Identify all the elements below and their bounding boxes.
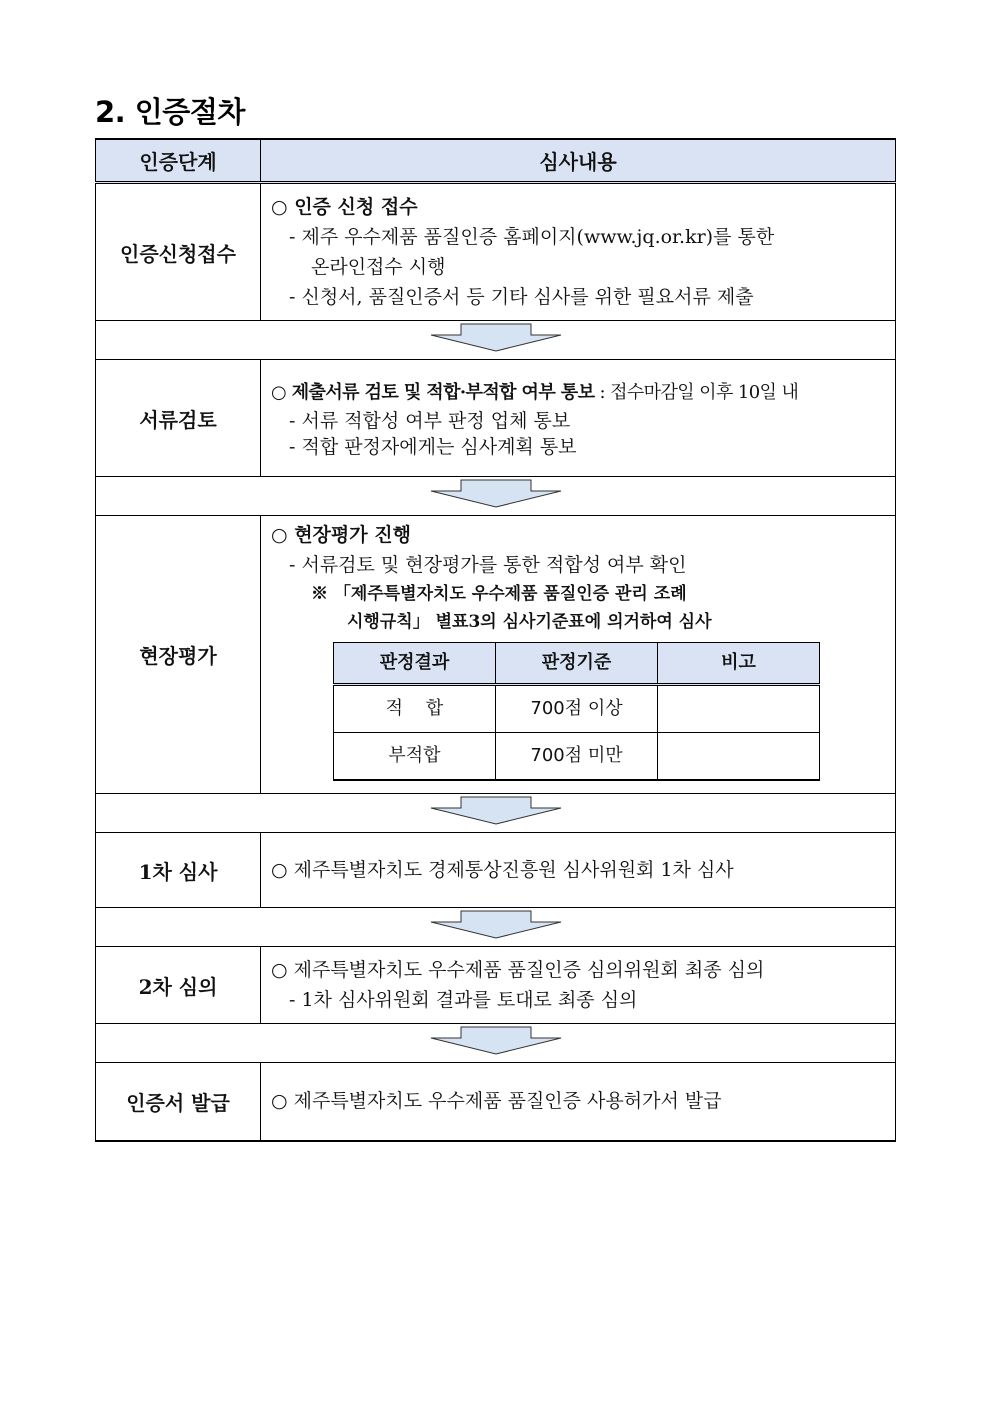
arrow-row — [96, 1024, 896, 1063]
header-stage: 인증단계 — [96, 139, 261, 183]
stage-row-document-review — [96, 360, 896, 477]
content-sub: - 제주 우수제품 품질인증 홈페이지(www.jq.or.kr)를 통한 — [289, 226, 775, 248]
arrow-row — [96, 908, 896, 947]
stage-name: 서류검토 — [96, 360, 261, 477]
stage-row-site-evaluation — [96, 516, 896, 794]
content-main: ○ 현장평가 진행 — [271, 524, 411, 546]
stage-content — [261, 947, 896, 1024]
content-note: 시행규칙」 별표3의 심사기준표에 의거하여 심사 — [347, 612, 712, 632]
arrow-row — [96, 321, 896, 360]
stage-content — [261, 833, 896, 908]
judgement-result: 적 합 — [334, 685, 496, 733]
judgement-table — [333, 642, 820, 781]
certification-process-table — [95, 138, 896, 1142]
stage-row-certificate-issue — [96, 1063, 896, 1141]
down-arrow-icon — [428, 910, 564, 940]
down-arrow-icon — [428, 323, 564, 353]
content-main: ○ 인증 신청 접수 — [271, 196, 418, 218]
judgement-note — [658, 733, 820, 781]
content-sub: - 적합 판정자에게는 심사계획 통보 — [289, 435, 577, 458]
arrow-row — [96, 794, 896, 833]
judgement-criterion: 700점 이상 — [496, 685, 658, 733]
table-header-row — [96, 139, 896, 183]
stage-name: 2차 심의 — [96, 947, 261, 1024]
stage-name: 인증서 발급 — [96, 1063, 261, 1141]
content-main-bold: ○ 제출서류 검토 및 적합·부적합 여부 통보 — [271, 381, 595, 403]
stage-row-application — [96, 183, 896, 321]
content-note: ※ 「제주특별자치도 우수제품 품질인증 관리 조례 — [311, 584, 687, 604]
judgement-header-criterion: 판정기준 — [496, 643, 658, 685]
arrow-cell — [96, 794, 896, 833]
content-sub: - 1차 심사위원회 결과를 토대로 최종 심의 — [289, 989, 638, 1011]
judgement-result: 부적합 — [334, 733, 496, 781]
content-main: ○ 제주특별자치도 우수제품 품질인증 사용허가서 발급 — [271, 1090, 722, 1113]
stage-name: 인증신청접수 — [96, 183, 261, 321]
arrow-cell — [96, 908, 896, 947]
stage-content — [261, 516, 896, 794]
page-title: 2. 인증절차 — [95, 95, 245, 129]
down-arrow-icon — [428, 796, 564, 826]
stage-content — [261, 360, 896, 477]
arrow-cell — [96, 1024, 896, 1063]
judgement-header-row — [334, 643, 820, 685]
down-arrow-icon — [428, 1026, 564, 1056]
table-row — [334, 685, 820, 733]
content-main-deadline: : 접수마감일 이후 10일 내 — [594, 381, 799, 403]
arrow-cell — [96, 321, 896, 360]
stage-name: 1차 심사 — [96, 833, 261, 908]
content-sub: 온라인접수 시행 — [311, 256, 446, 278]
down-arrow-icon — [428, 479, 564, 509]
stage-name: 현장평가 — [96, 516, 261, 794]
table-row — [334, 733, 820, 781]
stage-row-second-deliberation — [96, 947, 896, 1024]
stage-content — [261, 1063, 896, 1141]
arrow-row — [96, 477, 896, 516]
judgement-header-result: 판정결과 — [334, 643, 496, 685]
content-sub: - 신청서, 품질인증서 등 기타 심사를 위한 필요서류 제출 — [289, 286, 754, 308]
content-sub: - 서류 적합성 여부 판정 업체 통보 — [289, 409, 571, 432]
content-main: ○ 제주특별자치도 우수제품 품질인증 심의위원회 최종 심의 — [271, 959, 765, 981]
judgement-criterion: 700점 미만 — [496, 733, 658, 781]
judgement-header-note: 비고 — [658, 643, 820, 685]
content-main — [271, 377, 893, 408]
content-main: ○ 제주특별자치도 경제통상진흥원 심사위원회 1차 심사 — [271, 859, 734, 881]
content-sub: - 서류검토 및 현장평가를 통한 적합성 여부 확인 — [289, 554, 687, 576]
stage-content — [261, 183, 896, 321]
judgement-note — [658, 685, 820, 733]
stage-row-first-review — [96, 833, 896, 908]
header-content: 심사내용 — [261, 139, 896, 183]
arrow-cell — [96, 477, 896, 516]
